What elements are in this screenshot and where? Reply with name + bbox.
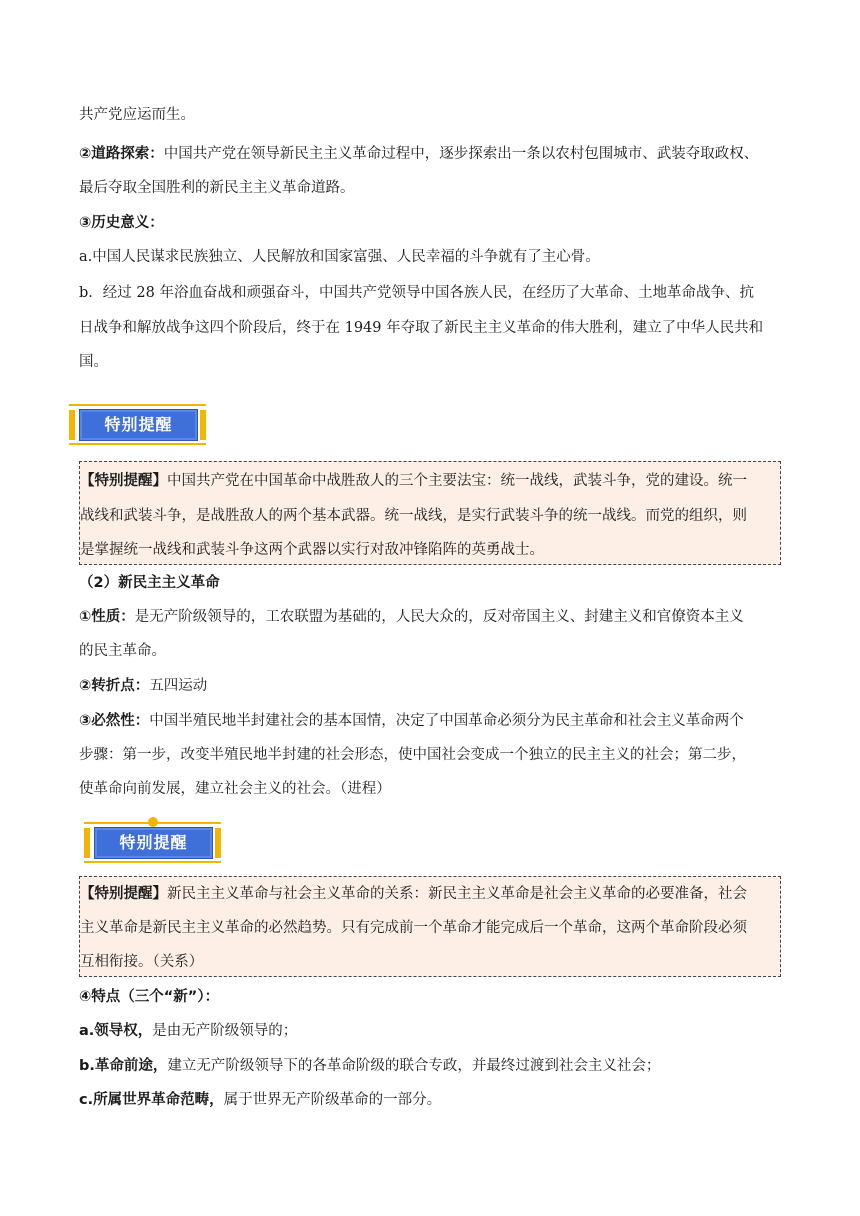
paragraph-line: b．经过 28 年浴血奋战和顽强奋斗，中国共产党领导中国各族人民，在经历了大革命、土地革命战争、抗 (79, 285, 754, 301)
special-reminder-badge (84, 816, 222, 864)
paragraph-line: 步骤：第一步，改变半殖民地半封建的社会形态，使中国社会变成一个独立的民主主义的社会；第二步， (79, 747, 746, 763)
paragraph-line: 共产党应运而生。 (79, 107, 195, 123)
feature-item (79, 1021, 789, 1041)
feature-item (79, 1090, 789, 1110)
feature-item (79, 1056, 789, 1076)
special-reminder-badge (69, 398, 207, 446)
note-line: 主义革命是新民主主义革命的必然趋势。只有完成前一个革命才能完成后一个革命，这两个革命阶段必须 (80, 920, 747, 936)
note-line (80, 884, 778, 904)
turning-point-label: ②转折点： (79, 678, 150, 694)
feature-label: c.所属世界革命范畴， (79, 1092, 224, 1108)
special-reminder-note (79, 461, 781, 565)
note-line: 是掌握统一战线和武装斗争这两个武器以实行对敌冲锋陷阵的英勇战士。 (80, 542, 544, 558)
feature-label: a.领导权， (79, 1023, 153, 1039)
feature-text: 属于世界无产阶级革命的一部分。 (223, 1092, 442, 1108)
feature-text: 建立无产阶级领导下的各革命阶级的联合专政，并最终过渡到社会主义社会； (167, 1058, 661, 1074)
necessity-line (79, 711, 789, 731)
paragraph-line: 最后夺取全国胜利的新民主主义革命道路。 (79, 180, 355, 196)
paragraph-line: 使革命向前发展，建立社会主义的社会。（进程） (79, 781, 391, 797)
feature-text: 是由无产阶级领导的； (152, 1023, 298, 1039)
turning-point-text: 五四运动 (149, 678, 208, 694)
road-exploration-label: ②道路探索： (79, 146, 164, 162)
note-line: 战线和武装斗争，是战胜敌人的两个基本武器。统一战线，是实行武装斗争的统一战线。而党的组织，则 (80, 508, 747, 524)
nature-label: ①性质： (79, 609, 135, 625)
note-text: 中国共产党在中国革命中战胜敌人的三个主要法宝：统一战线，武装斗争，党的建设。统一 (167, 473, 747, 489)
section-heading: （2）新民主主义革命 (79, 575, 220, 591)
nature-text: 是无产阶级领导的，工农联盟为基础的，人民大众的，反对帝国主义、封建主义和官僚资本主义 (134, 609, 744, 625)
badge-dot-icon (148, 817, 158, 827)
features-heading: ④特点（三个“新”）： (79, 989, 220, 1005)
paragraph-line: a.中国人民谋求民族独立、人民解放和国家富强、人民幸福的斗争就有了主心骨。 (79, 249, 600, 265)
note-tag: 【特别提醒】 (80, 886, 167, 902)
note-text: 新民主主义革命与社会主义革命的关系：新民主主义革命是社会主义革命的必要准备，社会 (167, 886, 747, 902)
paragraph-line: 国。 (79, 354, 108, 370)
turning-point-line (79, 676, 789, 696)
feature-label: b.革命前途， (79, 1058, 168, 1074)
paragraph-line: 日战争和解放战争这四个阶段后，终于在 1949 年夺取了新民主主义革命的伟大胜利，建立了中华人民共和 (79, 320, 764, 336)
note-line (80, 471, 778, 491)
special-reminder-note (79, 876, 781, 977)
necessity-text: 中国半殖民地半封建社会的基本国情，决定了中国革命必须分为民主革命和社会主义革命两个 (149, 713, 744, 729)
badge-label: 特别提醒 (79, 409, 198, 441)
paragraph-line: 的民主革命。 (79, 643, 166, 659)
badge-label: 特别提醒 (94, 827, 213, 859)
necessity-label: ③必然性： (79, 713, 150, 729)
road-exploration-line (79, 144, 789, 164)
note-tag: 【特别提醒】 (80, 473, 167, 489)
note-line: 互相衔接。（关系） (80, 954, 204, 970)
road-exploration-text: 中国共产党在领导新民主主义革命过程中，逐步探索出一条以农村包围城市、武装夺取政权、 (163, 146, 759, 162)
historical-significance-heading: ③历史意义： (79, 215, 164, 231)
nature-line (79, 607, 789, 627)
